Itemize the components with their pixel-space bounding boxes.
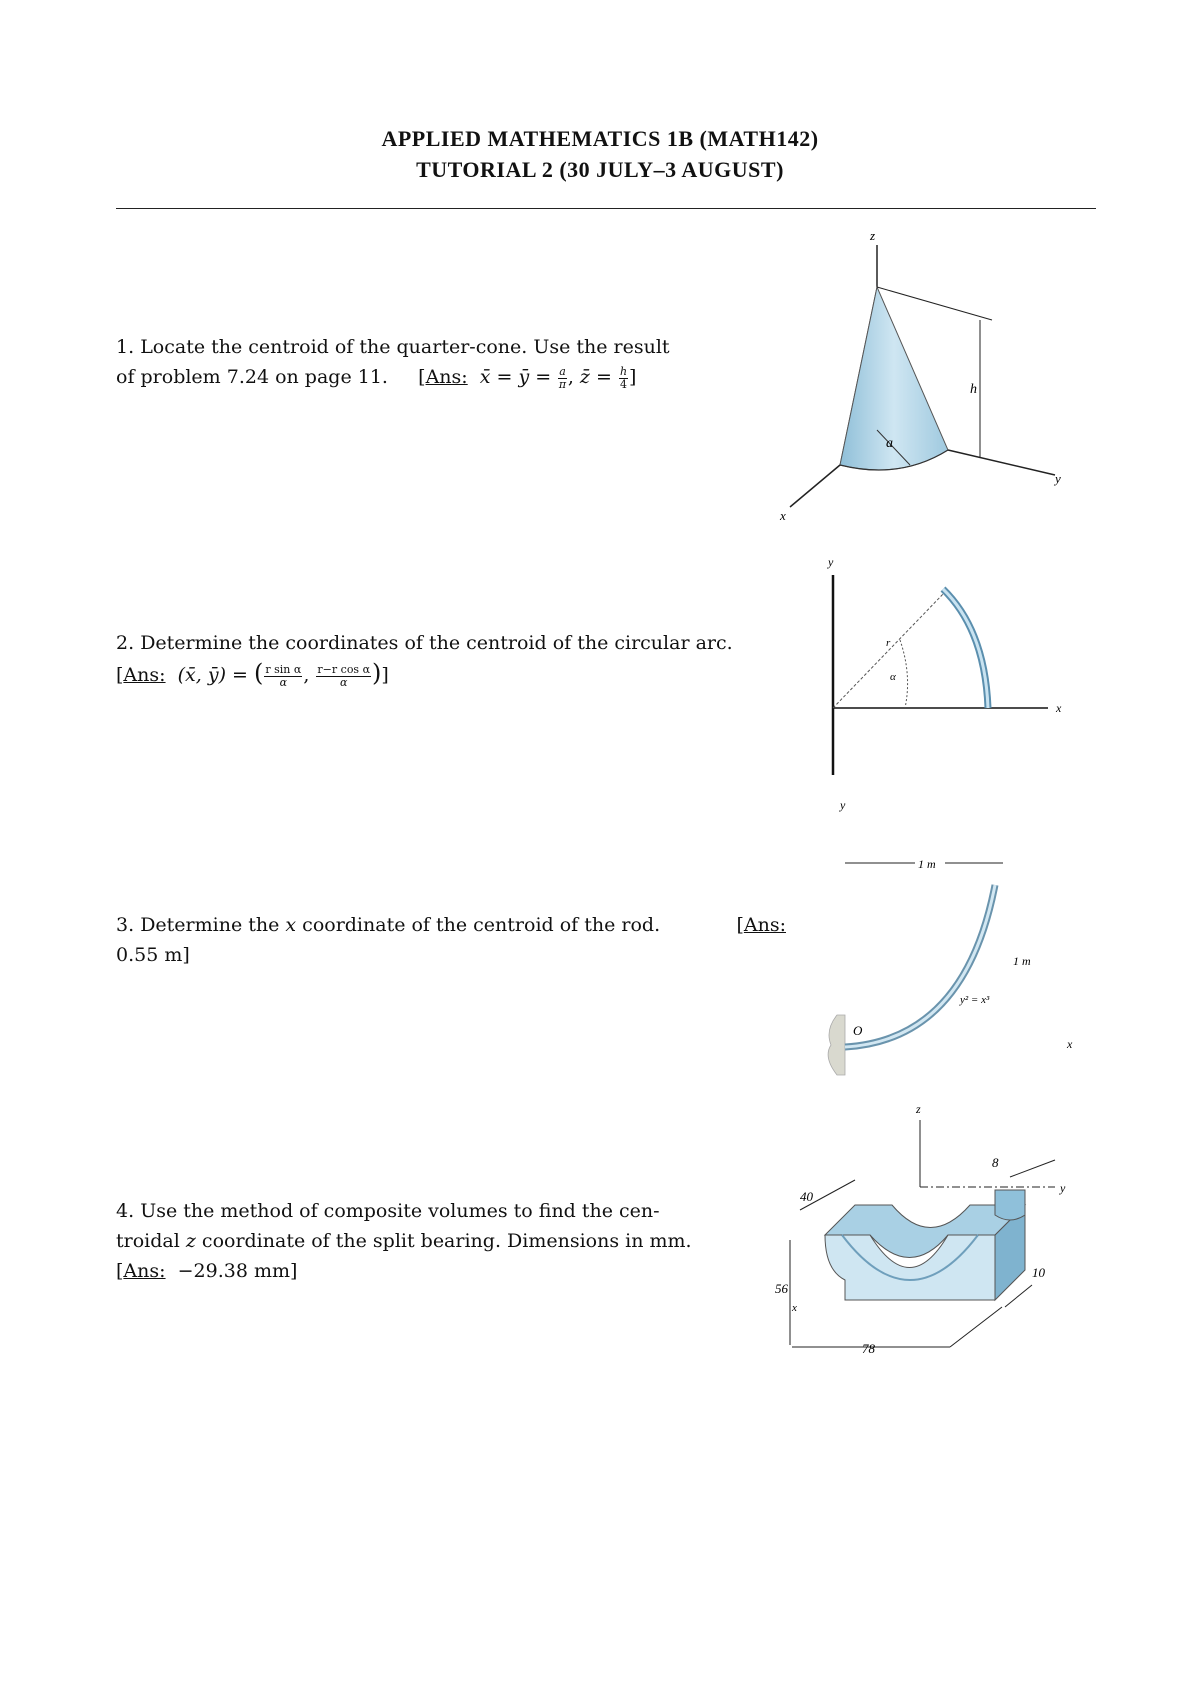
rod-highlight [845, 885, 995, 1047]
z-axis-label: z [916, 1102, 921, 1116]
x-axis [790, 465, 840, 507]
height-label: h [970, 382, 977, 397]
title-line-1: APPLIED MATHEMATICS 1B (MATH142) [381, 126, 819, 151]
variable-x: x [285, 914, 297, 936]
problem-2 [116, 628, 733, 690]
problem-text: coordinate of the split bearing. Dimensions in mm. [201, 1230, 692, 1252]
header-rule [116, 208, 1096, 209]
problem-text: Determine the [140, 914, 280, 936]
dim-10-line [1005, 1285, 1032, 1307]
y-axis-label: y [1060, 1181, 1066, 1195]
problem-3-line-1: 3. Determine the x coordinate of the centroid of the rod. [Ans: [116, 914, 786, 936]
angle-label: α [890, 671, 896, 683]
problem-number: 4. [116, 1200, 135, 1222]
radius-label: r [886, 637, 891, 649]
angle-arc [900, 640, 908, 708]
problem-2-line-1 [116, 628, 733, 658]
dim-8-line [1010, 1160, 1055, 1177]
fraction [619, 366, 628, 391]
dim-78-diagonal [950, 1307, 1002, 1347]
fraction [316, 664, 371, 689]
x-axis-label: x [792, 1302, 797, 1314]
origin-label: O [853, 1023, 863, 1038]
cone-curved-face [840, 287, 948, 470]
x-axis-label: x [1056, 701, 1062, 715]
x-axis-label: x [1067, 1037, 1073, 1051]
width-label: 1 m [918, 857, 936, 871]
denominator: 4 [620, 377, 627, 391]
problem-1-line-2: of problem 7.24 on page 11. [Ans: x̄ = ȳ = $\frac{a}{\pi}$ , z̄ = $\frac{h}{4}$ ] [116, 364, 637, 391]
numerator: a [559, 364, 566, 378]
problem-1 [116, 332, 670, 392]
problem-text: Determine the coordinates of the centroid of the circular arc. [140, 632, 733, 654]
dim-40-label: 40 [800, 1189, 813, 1204]
dim-10-label: 10 [1032, 1265, 1045, 1280]
problem-4-line-2 [116, 1226, 692, 1256]
problem-number: 1. [116, 336, 135, 358]
height-label: 1 m [1013, 954, 1031, 968]
problem-text: troidal [116, 1230, 180, 1252]
answer-label: Ans: [425, 366, 468, 388]
split-bearing-figure [770, 1095, 1080, 1370]
fraction [264, 664, 302, 689]
circular-arc-figure [820, 550, 1080, 780]
dim-78-label: 78 [862, 1341, 875, 1356]
bearing-flange [995, 1190, 1025, 1220]
problem-4 [116, 1196, 692, 1286]
answer-label: Ans: [123, 664, 166, 686]
denominator: α [279, 675, 288, 689]
numerator: h [619, 364, 628, 378]
y-axis-label: y [840, 798, 846, 812]
answer-lhs: (x̄, ȳ) = [177, 664, 248, 686]
wall-support [828, 1015, 845, 1075]
problem-text: Use the method of composite volumes to find the cen- [140, 1200, 660, 1222]
dim-8-label: 8 [992, 1155, 999, 1170]
rod-figure [815, 795, 1085, 1080]
z-axis-label: z [870, 228, 876, 243]
x-axis-label: x [780, 508, 786, 523]
problem-text: coordinate of the centroid of the rod. [302, 914, 661, 936]
arc-rod [943, 589, 988, 708]
denominator: α [340, 675, 348, 689]
height-extension-top [877, 287, 992, 320]
problem-text: of problem 7.24 on page 11. [116, 366, 388, 388]
problem-1-line-1 [116, 332, 670, 362]
fraction [558, 366, 567, 391]
answer-xy: x̄ = ȳ = [479, 366, 552, 388]
answer-value: 0.55 m] [116, 944, 190, 966]
problem-text: Locate the centroid of the quarter-cone. Use the result [140, 336, 670, 358]
numerator: r sin α [265, 662, 302, 676]
y-axis-label: y [828, 555, 834, 569]
answer-label: Ans: [743, 914, 786, 936]
radius-label: a [886, 436, 893, 451]
denominator: π [558, 377, 567, 391]
quarter-cone-figure [770, 225, 1080, 525]
curve-label: y² = x³ [960, 994, 990, 1006]
problem-2-line-2: [Ans: (x̄, ȳ) = ( $\frac{\text{r sin α}}{\alpha}$ , $\frac{\text{r−r cos α}}{\alpha}$ )] [116, 659, 389, 689]
dim-56-label: 56 [775, 1281, 788, 1296]
problem-4-line-1 [116, 1196, 692, 1226]
problem-3 [116, 910, 786, 970]
y-axis-label: y [1055, 471, 1061, 486]
y-axis [948, 450, 1055, 475]
answer-label: Ans: [123, 1260, 166, 1282]
variable-z: z [185, 1230, 196, 1252]
answer-value: −29.38 mm] [177, 1260, 298, 1282]
answer-z: z̄ = [579, 366, 612, 388]
numerator: r−r cos α [317, 662, 371, 676]
problem-number: 2. [116, 632, 135, 654]
problem-4-line-3: [Ans: −29.38 mm] [116, 1260, 298, 1282]
title-line-2: TUTORIAL 2 (30 JULY–3 AUGUST) [416, 157, 784, 182]
radius-line [833, 592, 945, 708]
problem-number: 3. [116, 914, 135, 936]
